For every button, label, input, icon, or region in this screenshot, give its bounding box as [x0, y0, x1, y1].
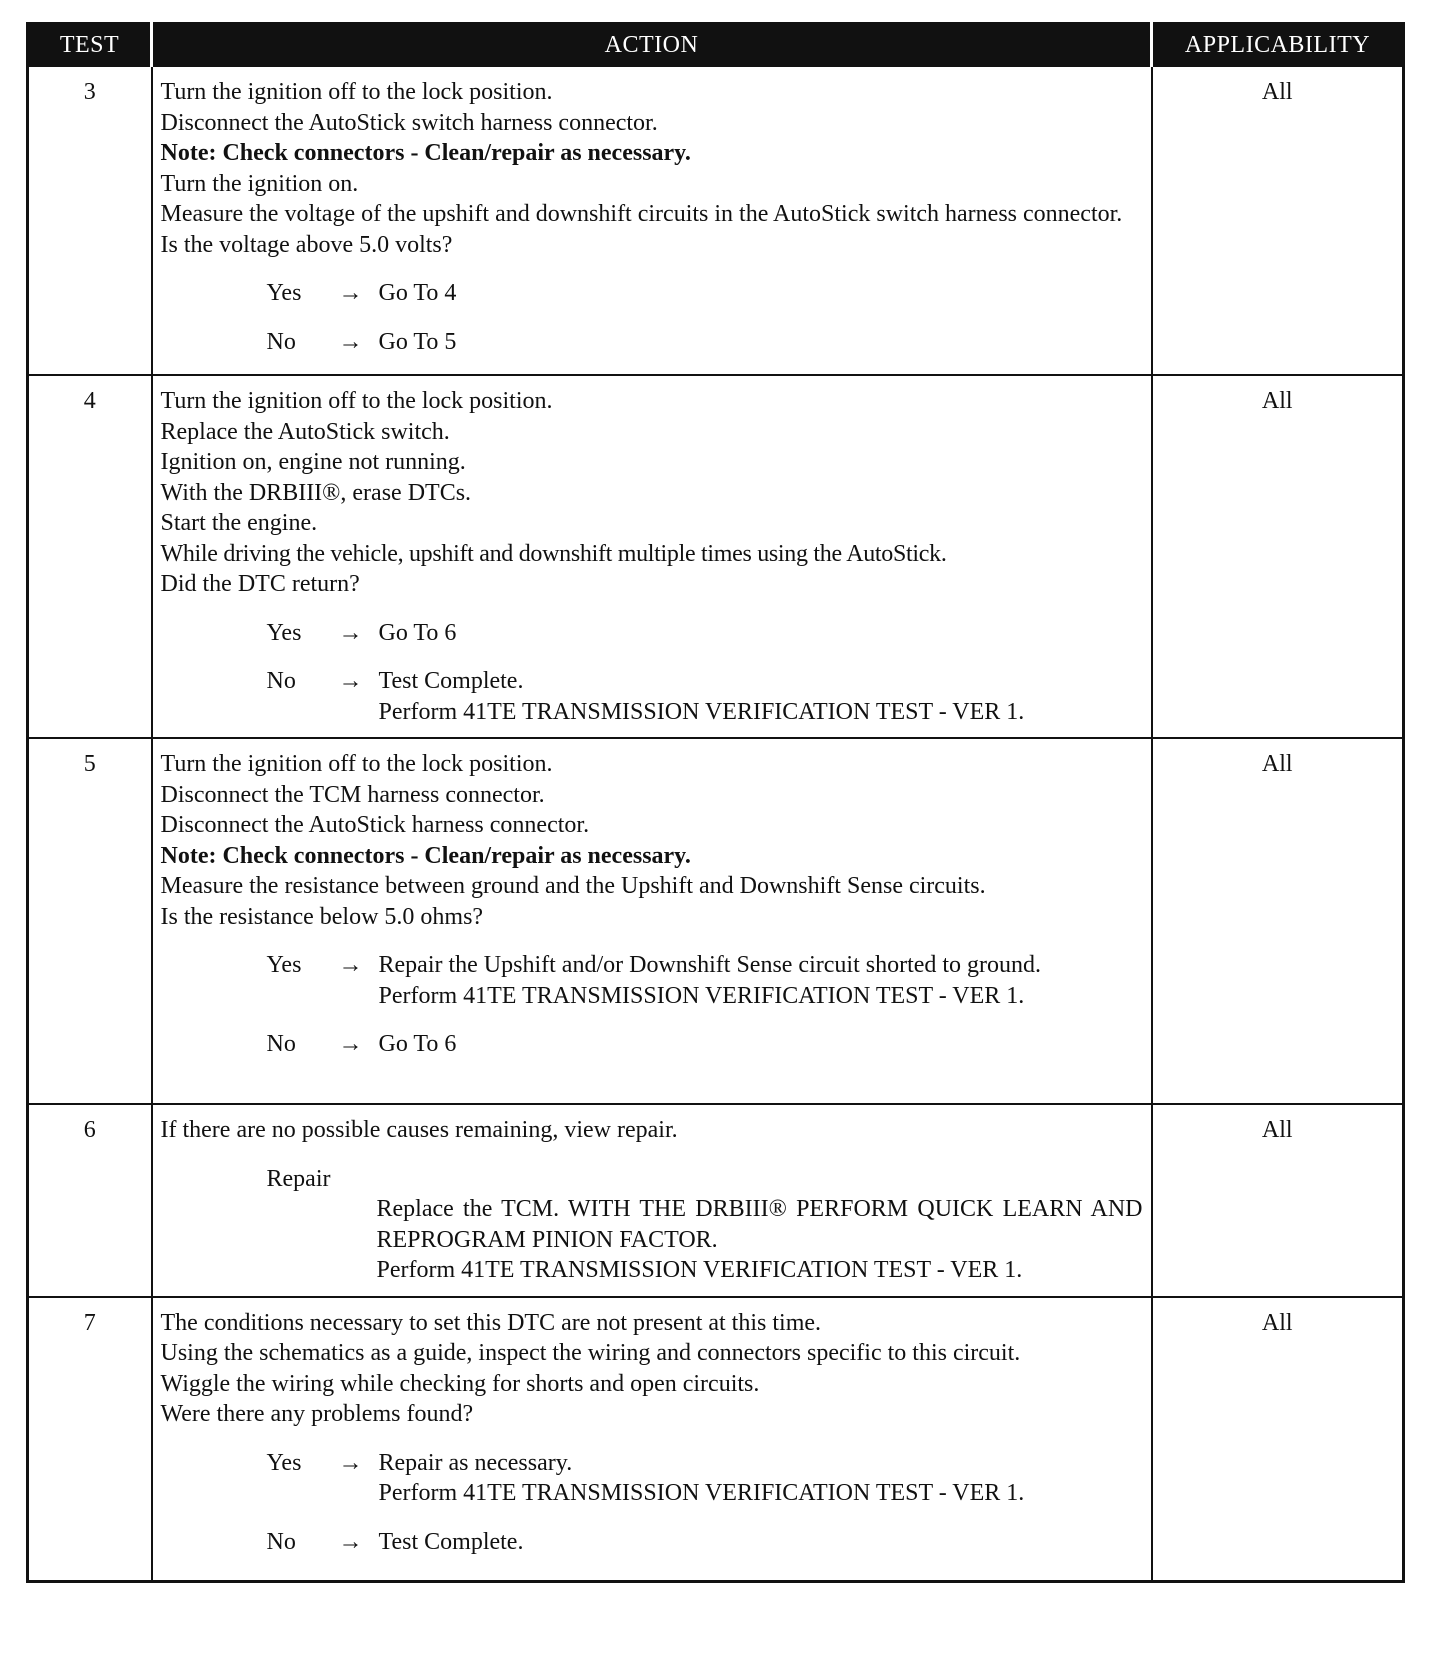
- action-step: Wiggle the wiring while checking for shorts and open circuits.: [160, 1370, 760, 1397]
- right-arrow-icon: →: [338, 952, 363, 978]
- right-arrow-icon: →: [338, 1449, 363, 1476]
- action-note: Note: Check connectors - Clean/repair as necessary.: [160, 140, 691, 166]
- answer-label: No: [266, 1031, 296, 1057]
- repair-label: Repair: [266, 1165, 331, 1192]
- answer-yes: [161, 950, 1143, 1011]
- answer-result: Go To 6: [378, 1031, 457, 1057]
- action-step: With the DRBIII®, erase DTCs.: [160, 479, 472, 506]
- action-step: Ignition on, engine not running.: [160, 449, 466, 475]
- answer-result: Test Complete.: [378, 1528, 524, 1555]
- header-applicability: APPLICABILITY: [1152, 24, 1404, 67]
- result-line: Test Complete.: [378, 668, 524, 694]
- answer-result: [379, 950, 1143, 1011]
- result-line: Perform 41TE TRANSMISSION VERIFICATION TEST - VER 1.: [378, 1480, 1025, 1506]
- repair-line: Replace the TCM. WITH THE DRBIII® PERFORM QUICK LEARN AND REPROGRAM PINION FACTOR.: [376, 1196, 1143, 1253]
- action-step: Disconnect the AutoStick switch harness connector.: [160, 109, 658, 136]
- action-step: The conditions necessary to set this DTC are not present at this time.: [160, 1309, 822, 1336]
- answer-yes: [161, 1448, 1143, 1509]
- right-arrow-icon: →: [338, 1528, 363, 1555]
- action-cell: [152, 375, 1152, 738]
- applicability: All: [1152, 1297, 1404, 1582]
- right-arrow-icon: →: [338, 619, 363, 646]
- action-question: Is the resistance below 5.0 ohms?: [160, 903, 484, 930]
- result-line: Perform 41TE TRANSMISSION VERIFICATION TEST - VER 1.: [378, 698, 1025, 725]
- answer-label: Yes: [266, 1449, 302, 1476]
- answer-result: [379, 666, 1143, 727]
- action-step: Disconnect the TCM harness connector.: [160, 781, 545, 808]
- table-row: [28, 375, 1404, 738]
- repair-line: Perform 41TE TRANSMISSION VERIFICATION TEST - VER 1.: [376, 1257, 1023, 1283]
- table-row: [28, 1104, 1404, 1297]
- action-cell: [152, 738, 1152, 1104]
- table-row: [28, 66, 1404, 375]
- result-line: Repair as necessary.: [378, 1449, 573, 1476]
- answer-result: Go To 5: [378, 328, 457, 355]
- answer-label: No: [266, 668, 296, 694]
- test-number: 6: [28, 1104, 152, 1297]
- answer-label: Yes: [266, 280, 302, 306]
- action-step: Turn the ignition off to the lock position.: [160, 751, 553, 777]
- action-step: Measure the voltage of the upshift and downshift circuits in the AutoStick switch harness connector.: [160, 201, 1123, 227]
- action-step: While driving the vehicle, upshift and downshift multiple times using the AutoStick.: [160, 540, 947, 567]
- action-step: Turn the ignition off to the lock position.: [160, 79, 553, 105]
- right-arrow-icon: →: [338, 668, 363, 694]
- answer-no: [161, 1527, 1143, 1558]
- action-cell: [152, 1104, 1152, 1297]
- applicability: All: [1152, 375, 1404, 738]
- result-line: Perform 41TE TRANSMISSION VERIFICATION TEST - VER 1.: [378, 982, 1025, 1009]
- action-step: If there are no possible causes remaining, view repair.: [160, 1117, 678, 1143]
- applicability: All: [1152, 738, 1404, 1104]
- table-row: [28, 1297, 1404, 1582]
- right-arrow-icon: →: [338, 328, 363, 355]
- answer-label: Yes: [266, 619, 302, 646]
- test-number: 4: [28, 375, 152, 738]
- action-cell: [152, 66, 1152, 375]
- right-arrow-icon: →: [338, 1031, 363, 1057]
- test-number: 7: [28, 1297, 152, 1582]
- answer-label: No: [266, 1528, 296, 1555]
- answer-no: [161, 666, 1143, 727]
- answer-yes: [161, 618, 1143, 649]
- answer-result: [379, 1448, 1143, 1509]
- answer-label: Yes: [266, 952, 302, 978]
- diagnostic-procedure-table: [26, 22, 1402, 1583]
- action-question: Did the DTC return?: [160, 571, 360, 597]
- action-note: Note: Check connectors - Clean/repair as necessary.: [160, 842, 691, 869]
- answer-yes: [161, 278, 1143, 309]
- action-cell: [152, 1297, 1152, 1582]
- test-table: [26, 22, 1405, 1583]
- answer-result: Go To 6: [378, 619, 457, 646]
- header-row: [28, 24, 1404, 67]
- header-action: ACTION: [152, 24, 1152, 67]
- test-number: 5: [28, 738, 152, 1104]
- action-step: Start the engine.: [160, 510, 318, 536]
- action-question: Is the voltage above 5.0 volts?: [160, 231, 453, 258]
- action-step: Disconnect the AutoStick harness connector.: [160, 812, 590, 838]
- right-arrow-icon: →: [338, 280, 363, 306]
- action-question: Were there any problems found?: [160, 1401, 474, 1427]
- answer-no: [161, 327, 1143, 358]
- applicability: All: [1152, 1104, 1404, 1297]
- header-test: TEST: [28, 24, 152, 67]
- answer-label: No: [266, 328, 296, 355]
- result-line: Repair the Upshift and/or Downshift Sense circuit shorted to ground.: [378, 952, 1042, 978]
- table-row: [28, 738, 1404, 1104]
- applicability: All: [1152, 66, 1404, 375]
- test-number: 3: [28, 66, 152, 375]
- answer-no: [161, 1029, 1143, 1060]
- action-step: Replace the AutoStick switch.: [160, 418, 450, 445]
- action-step: Using the schematics as a guide, inspect the wiring and connectors specific to this circuit.: [160, 1340, 1021, 1366]
- repair-instructions: [161, 1194, 1143, 1286]
- action-step: Turn the ignition on.: [160, 170, 359, 197]
- action-step: Turn the ignition off to the lock position.: [160, 388, 553, 414]
- answer-result: Go To 4: [378, 280, 457, 306]
- action-step: Measure the resistance between ground and the Upshift and Downshift Sense circuits.: [160, 873, 986, 899]
